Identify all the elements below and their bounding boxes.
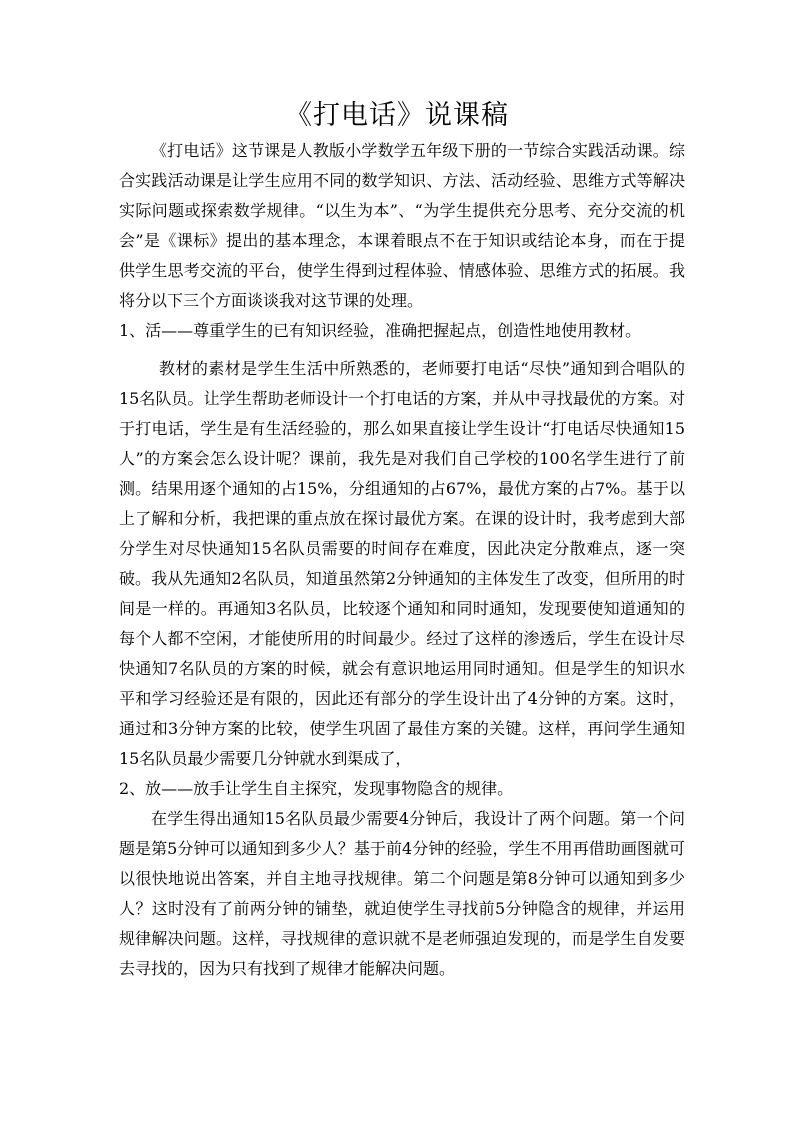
paragraph-section-2: 在学生得出通知15名队员最少需要4分钟后，我设计了两个问题。第一个问题是第5分钟可以通知到多少人？基于前4分钟的经验，学生不用再借助画图就可以很快地说出答案，并自主地寻找规律。第二个问题是第8分钟可以通知到多少人？这时没有了前两分钟的铺垫，就迫使学生寻找前5分钟隐含的规律，并运用规律解决问题。这样，寻找规律的意识就不是老师强迫发现的，而是学生自发要去寻找的，因为只有找到了规律才能解决问题。 bbox=[119, 809, 685, 978]
document-body bbox=[119, 136, 685, 984]
section-heading-1: 1、活——尊重学生的已有知识经验，准确把握起点，创造性地使用教材。 bbox=[119, 321, 642, 340]
document-title: 《打电话》说课稿 bbox=[285, 100, 509, 131]
paragraph-section-1: 教材的素材是学生生活中所熟悉的，老师要打电话“尽快”通知到合唱队的15名队员。让学生帮助老师设计一个打电话的方案，并从中寻找最优的方案。对于打电话，学生是有生活经验的，那么如果直接让学生设计“打电话尽快通知15人”的方案会怎么设计呢？课前，我先是对我们自己学校的100名学生进行了前测。结果用逐个通知的占15%，分组通知的占67%，最优方案的占7%。基于以上了解和分析，我把课的重点放在探讨最优方案。在课的设计时，我考虑到大部分学生对尽快通知15名队员需要的时间存在难度，因此决定分散难点，逐一突破。我从先通知2名队员，知道虽然第2分钟通知的主体发生了改变，但所用的时间是一样的。再通知3名队员，比较逐个通知和同时通知，发现要使知道通知的每个人都不空闲，才能使所用的时间最少。经过了这样的渗透后，学生在设计尽快通知7名队员的方案的时候，就会有意识地运用同时通知。但是学生的知识水平和学习经验还是有限的，因此还有部分的学生设计出了4分钟的方案。这时，通过和3分钟方案的比较，使学生巩固了最佳方案的关键。这样，再问学生通知15名队员最少需要几分钟就水到渠成了， bbox=[119, 359, 685, 768]
paragraph-intro: 《打电话》这节课是人教版小学数学五年级下册的一节综合实践活动课。综合实践活动课是让学生应用不同的数学知识、方法、活动经验、思维方式等解决实际问题或探索数学规律。“以生为本”、“为学生提供充分思考、充分交流的机会”是《课标》提出的基本理念，本课着眼点不在于知识或结论本身，而在于提供学生思考交流的平台，使学生得到过程体验、情感体验、思维方式的拓展。我将分以下三个方面谈谈我对这节课的处理。 bbox=[119, 141, 685, 310]
section-heading-2: 2、放——放手让学生自主探究，发现事物隐含的规律。 bbox=[119, 779, 514, 798]
